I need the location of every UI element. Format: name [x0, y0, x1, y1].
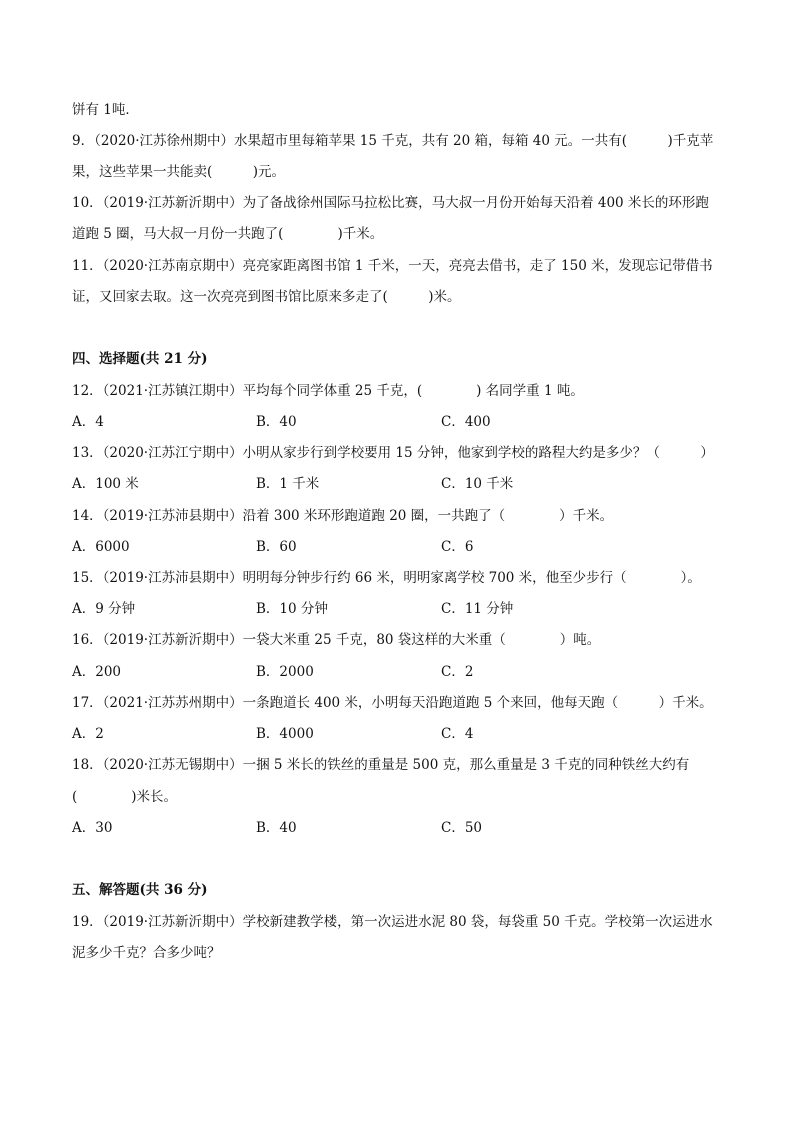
question-15-stem: 15．（2019·江苏沛县期中）明明每分钟步行约 66 米，明明家离学校 700 米，他至少步行（ ）。: [72, 570, 701, 586]
question-17-option-b: B．4000: [256, 726, 314, 742]
question-19-line2: 泥多少千克？合多少吨？: [72, 945, 221, 961]
question-13-option-b: B．1 千米: [256, 476, 320, 492]
question-17-option-c: C．4: [441, 726, 474, 742]
question-17-stem: 17．（2021·江苏苏州期中）一条跑道长 400 米，小明每天沿跑道跑 5 个来回，他每天跑（ ）千米。: [72, 695, 713, 711]
question-16-stem: 16．（2019·江苏新沂期中）一袋大米重 25 千克，80 袋这样的大米重（ ）吨。: [72, 632, 601, 648]
question-9-line2: 果，这些苹果一共能卖( )元。: [72, 164, 286, 180]
question-10-line1: 10．（2019·江苏新沂期中）为了备战徐州国际马拉松比赛，马大叔一月份开始每天沿着 400 米长的环形跑: [72, 195, 709, 211]
question-18-option-c: C．50: [441, 820, 483, 836]
question-19-line1: 19．（2019·江苏新沂期中）学校新建教学楼，第一次运进水泥 80 袋，每袋重 50 千克。学校第一次运进水: [72, 914, 713, 930]
question-18-stem: 18．（2020·江苏无锡期中）一捆 5 米长的铁丝的重量是 500 克，那么重量是 3 千克的同种铁丝大约有: [72, 757, 690, 773]
question-16-option-c: C．2: [441, 664, 474, 680]
question-15-option-b: B．10 分钟: [256, 601, 328, 617]
question-18-option-a: A．30: [72, 820, 113, 836]
question-17-option-a: A．2: [72, 726, 104, 742]
question-14-stem: 14．（2019·江苏沛县期中）沿着 300 米环形跑道跑 20 圈，一共跑了（ ）千米。: [72, 508, 614, 524]
question-18-option-b: B．40: [256, 820, 297, 836]
section-5-title: 五、解答题(共 36 分): [72, 882, 208, 898]
question-12-option-b: B．40: [256, 414, 297, 430]
question-16-option-b: B．2000: [256, 664, 314, 680]
question-11-line2: 证，又回家去取。这一次亮亮到图书馆比原来多走了( )米。: [72, 289, 461, 305]
question-9-line1: 9．（2020·江苏徐州期中）水果超市里每箱苹果 15 千克，共有 20 箱，每箱 40 元。一共有( )千克苹: [72, 133, 714, 149]
question-12-option-c: C．400: [441, 414, 491, 430]
question-11-line1: 11．（2020·江苏南京期中）亮亮家距离图书馆 1 千米，一天，亮亮去借书，走了 150 米，发现忘记带借书: [72, 258, 713, 274]
question-13-stem: 13．（2020·江苏江宁期中）小明从家步行到学校要用 15 分钟，他家到学校的路程大约是多少？（ ）: [72, 445, 714, 461]
question-14-option-a: A．6000: [72, 539, 130, 555]
top-line: 饼有 1吨．: [72, 102, 139, 118]
question-15-option-c: C．11 分钟: [441, 601, 514, 617]
section-4-title: 四、选择题(共 21 分): [72, 351, 208, 367]
question-14-option-c: C．6: [441, 539, 474, 555]
question-18-stem-line2: ( )米长。: [72, 789, 178, 805]
question-16-option-a: A．200: [72, 664, 122, 680]
question-10-line2: 道跑 5 圈，马大叔一月份一共跑了( )千米。: [72, 226, 384, 242]
question-15-option-a: A．9 分钟: [72, 601, 136, 617]
question-12-stem: 12．（2021·江苏镇江期中）平均每个同学体重 25 千克，( ) 名同学重 1 吨。: [72, 383, 584, 399]
question-14-option-b: B．60: [256, 539, 297, 555]
question-12-option-a: A．4: [72, 414, 104, 430]
question-13-option-c: C．10 千米: [441, 476, 514, 492]
question-13-option-a: A．100 米: [72, 476, 139, 492]
